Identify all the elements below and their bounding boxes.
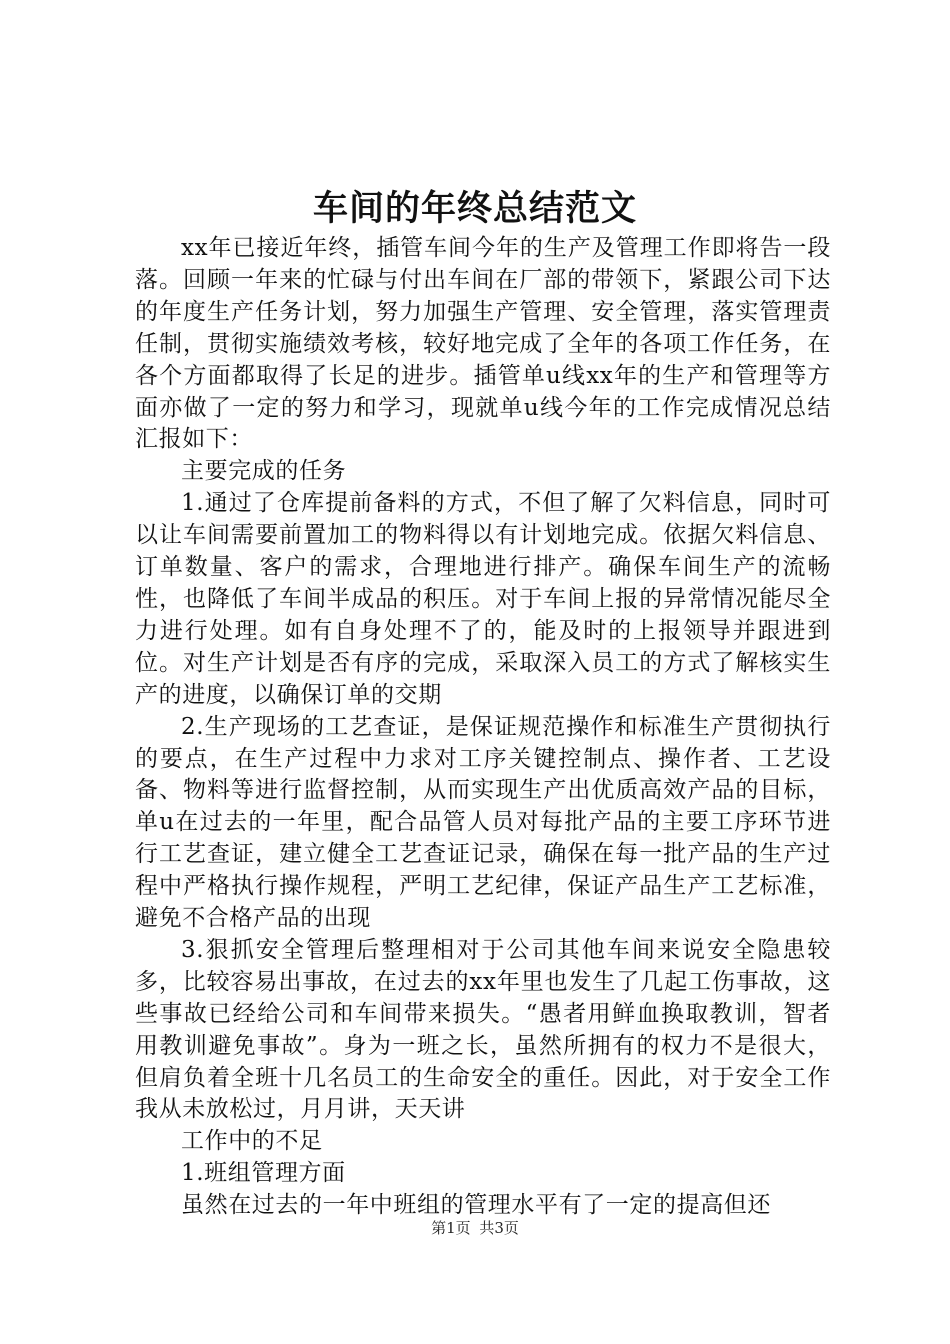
subheading-team-management: 1.班组管理方面 bbox=[181, 1160, 346, 1187]
document-title: 车间的年终总结范文 bbox=[312, 188, 637, 229]
paragraph-intro: xx年已接近年终，插管车间今年的生产及管理工作即将告一段落。回顾一年来的忙碌与付出车间在厂部的带领下，紧跟公司下达的年度生产任务计划，努力加强生产管理、安全管理，落实管理责任制，贯彻实施绩效考核，较好地完成了全年的各项工作任务，在各个方面都取得了长足的进步。插管单u线xx年的生产和管理等方面亦做了一定的努力和学习，现就单u线今年的工作完成情况总结汇报如下： bbox=[135, 235, 831, 453]
paragraph-task-3: 3.狠抓安全管理后整理相对于公司其他车间来说安全隐患较多，比较容易出事故，在过去的xx年里也发生了几起工伤事故，这些事故已经给公司和车间带来损失。“愚者用鲜血换取教训，智者用教训避免事故”。身为一班之长，虽然所拥有的权力不是很大，但肩负着全班十几名员工的生命安全的重任。因此，对于安全工作我从未放松过，月月讲，天天讲 bbox=[135, 936, 831, 1123]
page-number: 第1页 bbox=[431, 1219, 471, 1237]
heading-completed-tasks: 主要完成的任务 bbox=[181, 458, 347, 485]
heading-shortcomings: 工作中的不足 bbox=[181, 1128, 323, 1155]
page-total: 共3页 bbox=[479, 1219, 519, 1237]
paragraph-task-2: 2.生产现场的工艺查证，是保证规范操作和标准生产贯彻执行的要点，在生产过程中力求对工序关键控制点、操作者、工艺设备、物料等进行监督控制，从而实现生产出优质高效产品的目标，单u在过去的一年里，配合品管人员对每批产品的主要工序环节进行工艺查证，建立健全工艺查证记录，确保在每一批产品的生产过程中严格执行操作规程，严明工艺纪律，保证产品生产工艺标准，避免不合格产品的出现 bbox=[135, 713, 831, 932]
document-body bbox=[135, 233, 831, 1222]
paragraph-task-1: 1.通过了仓库提前备料的方式，不但了解了欠料信息，同时可以让车间需要前置加工的物料得以有计划地完成。依据欠料信息、订单数量、客户的需求，合理地进行排产。确保车间生产的流畅性，也降低了车间半成品的积压。对于车间上报的异常情况能尽全力进行处理。如有自身处理不了的，能及时的上报领导并跟进到位。对生产计划是否有序的完成，采取深入员工的方式了解核实生产的进度，以确保订单的交期 bbox=[135, 490, 831, 708]
page-footer bbox=[0, 1218, 950, 1238]
paragraph-team-management: 虽然在过去的一年中班组的管理水平有了一定的提高但还 bbox=[181, 1192, 771, 1219]
